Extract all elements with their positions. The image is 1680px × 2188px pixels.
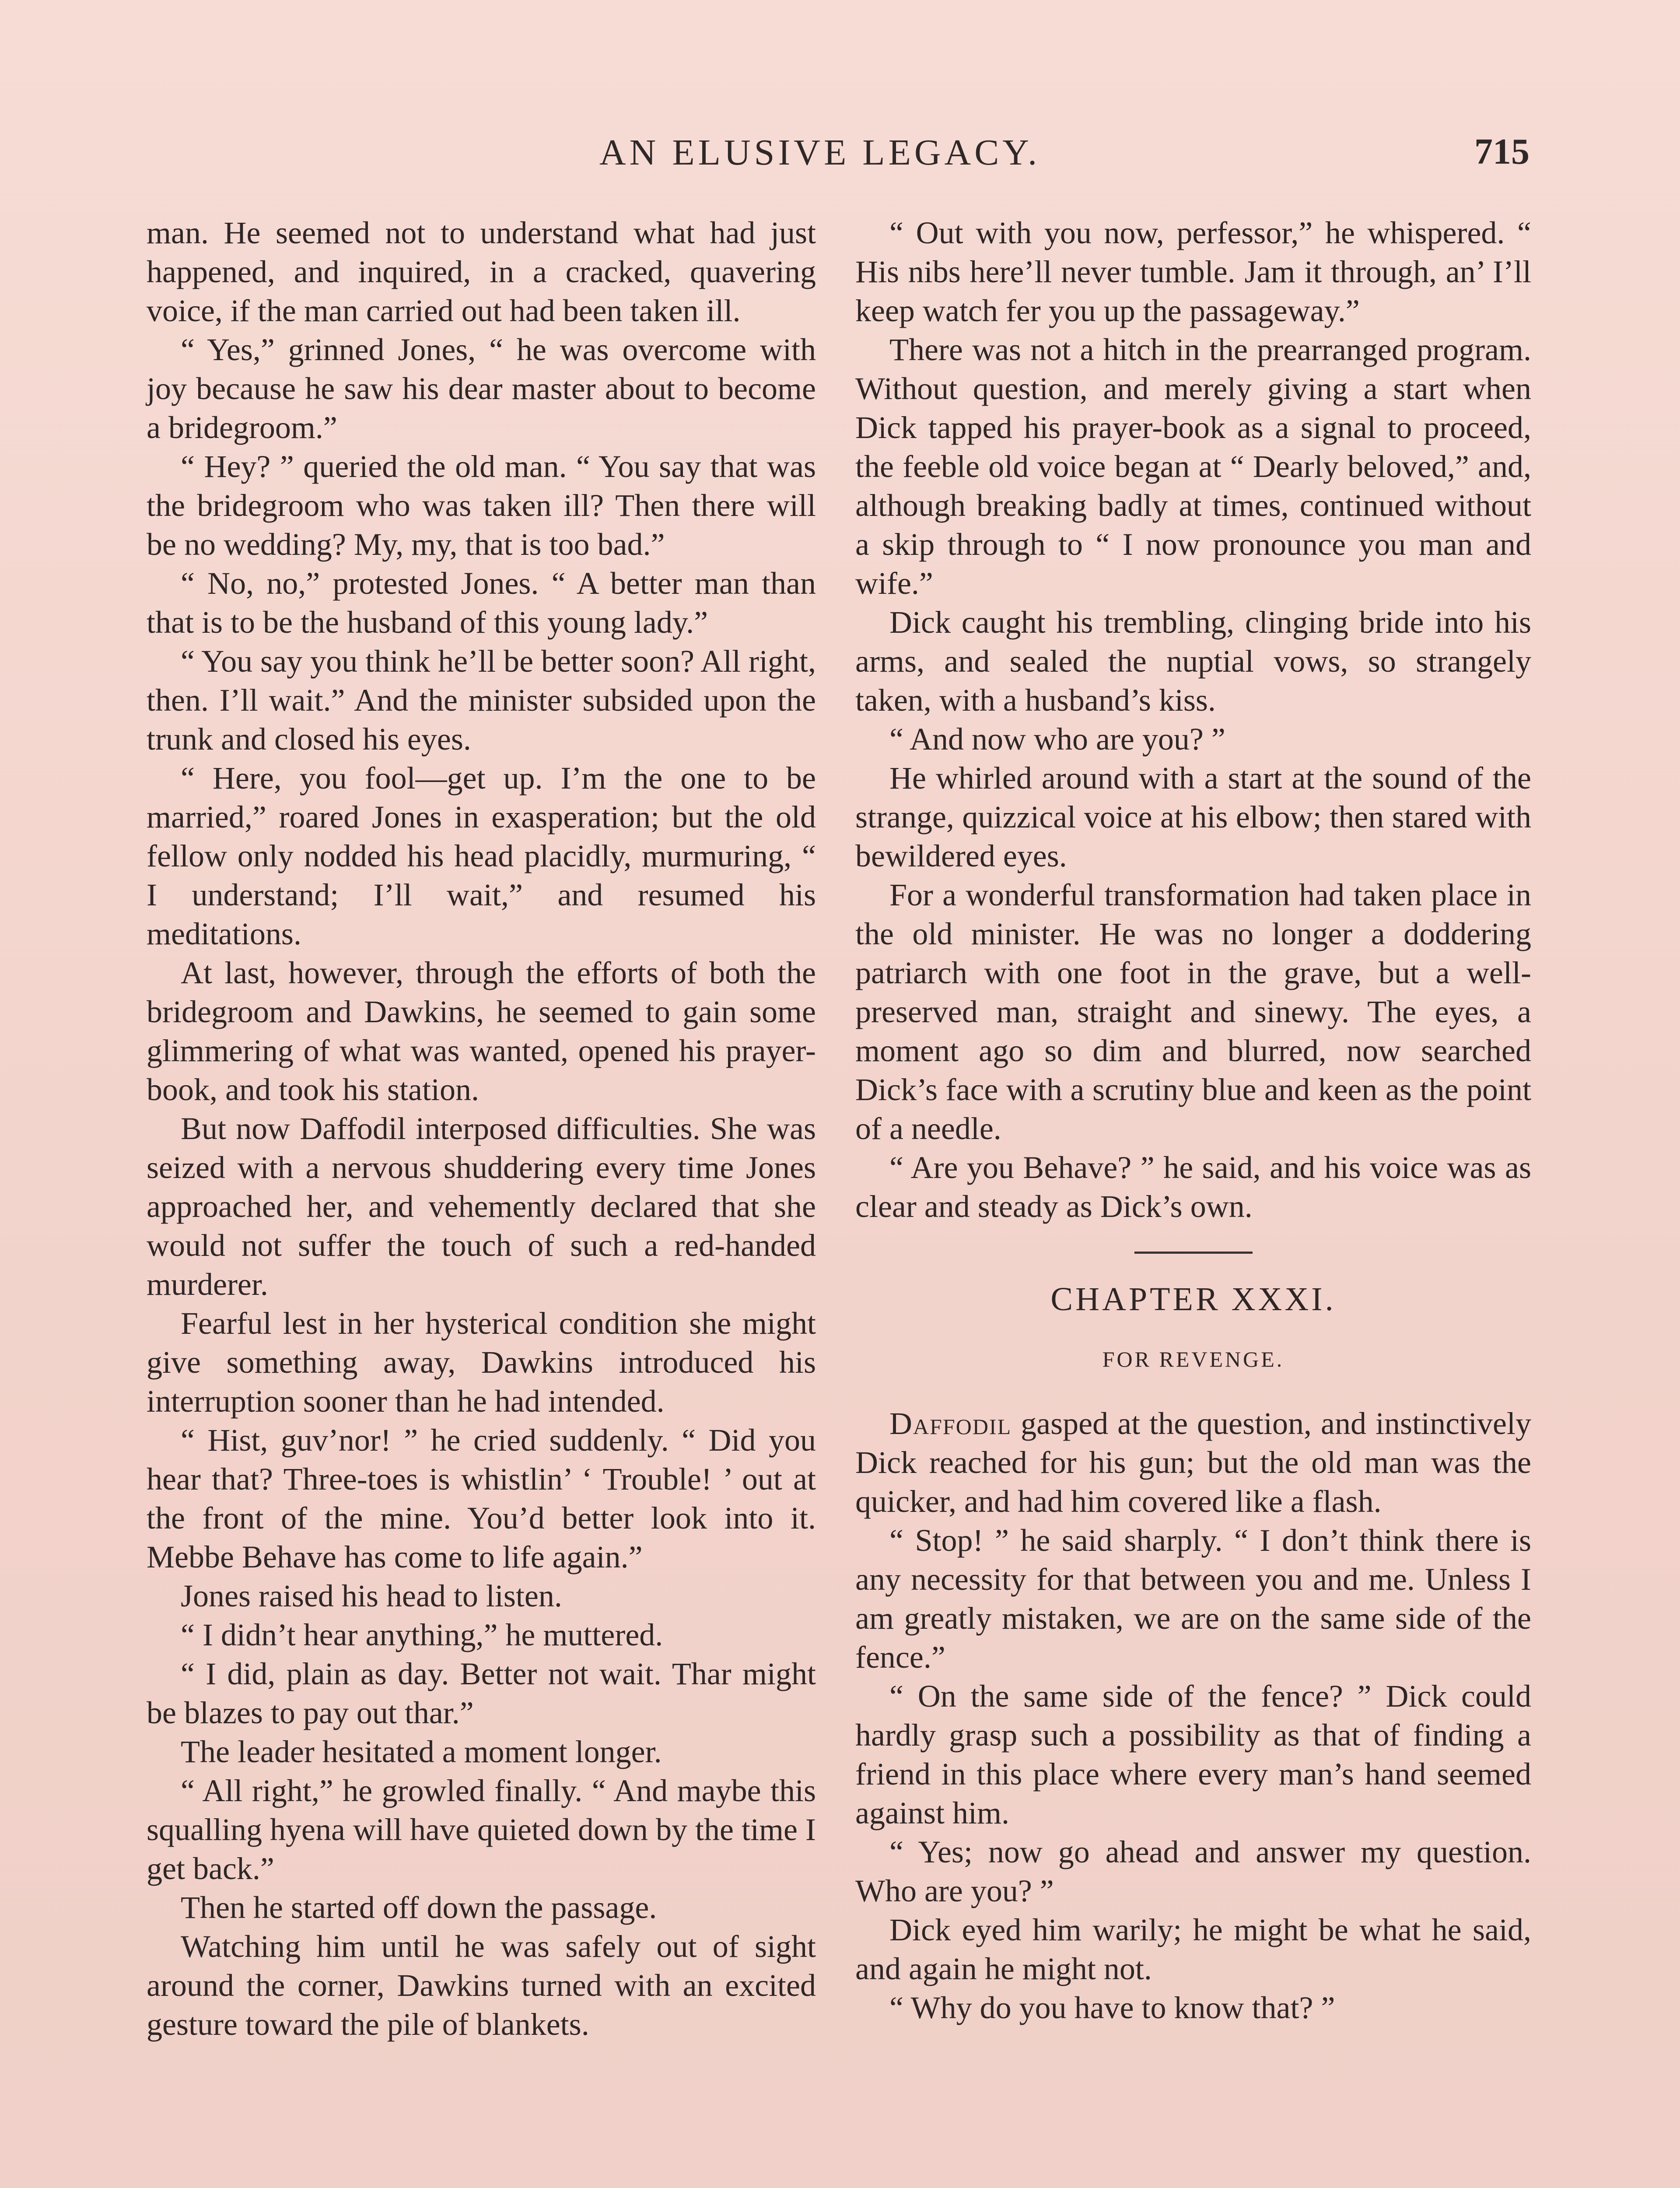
paragraph: “ On the same side of the fence? ” Dick could hardly grasp such a possibility as that of finding a friend in this place where every man’s hand seemed against him. [855, 1679, 1531, 1830]
paragraph: “ All right,” he growled finally. “ And maybe this squalling hyena will have quieted down by the time I get back.” [147, 1773, 816, 1886]
paragraph: “ No, no,” protested Jones. “ A better man than that is to be the husband of this young lady.” [147, 566, 816, 640]
paragraph: The leader hesitated a moment longer. [181, 1734, 662, 1769]
chapter-title: CHAPTER XXXI. [1050, 1281, 1336, 1318]
running-head-title: AN ELUSIVE LEGACY. [599, 132, 1041, 173]
paragraph: “ I did, plain as day. Better not wait. Thar might be blazes to pay out thar.” [147, 1656, 816, 1730]
paragraph: At last, however, through the efforts of both the bridegroom and Dawkins, he seemed to gain some glimmering of what was wanted, opened his prayer-book, and took his station. [147, 955, 816, 1107]
paragraph: Then he started off down the passage. [181, 1890, 657, 1925]
opening-text: gasped at the question, and instinctively Dick reached for his gun; but the old man was the quicker, and had him covered like a flash. [855, 1406, 1531, 1519]
section-divider [1134, 1252, 1253, 1254]
paragraph: “ You say you think he’ll be better soon? All right, then. I’ll wait.” And the minister subsided upon the trunk and closed his eyes. [147, 644, 816, 757]
paragraph: Dick caught his trembling, clinging bride into his arms, and sealed the nuptial vows, so strangely taken, with a husband’s kiss. [855, 605, 1531, 718]
chapter-subtitle: FOR REVENGE. [1102, 1347, 1284, 1371]
paragraph: For a wonderful transformation had taken place in the old minister. He was no longer a doddering patriarch with one foot in the grave, but a well-preserved man, straight and sinewy. The eyes, a moment ago so dim and blurred, now searched Dick’s face with a scrutiny blue and keen as the point of a needle. [855, 877, 1531, 1146]
paragraph: “ Stop! ” he said sharply. “ I don’t think there is any necessity for that between you and me. Unless I am greatly mistaken, we are on the same side of the fence.” [855, 1523, 1531, 1675]
paragraph: “ Why do you have to know that? ” [889, 1990, 1335, 2025]
chapter-opening-paragraph [855, 1404, 1531, 1521]
paragraph: Jones raised his head to listen. [181, 1578, 562, 1613]
paragraph: Watching him until he was safely out of sight around the corner, Dawkins turned with an excited gesture toward the pile of blankets. [147, 1929, 816, 2042]
paragraph: “ Yes,” grinned Jones, “ he was overcome with joy because he saw his dear master about to become a bridegroom.” [147, 332, 816, 445]
opening-word: Daffodil [889, 1406, 1012, 1441]
paragraph: “ Out with you now, perfessor,” he whispered. “ His nibs here’ll never tumble. Jam it through, an’ I’ll keep watch fer you up the passageway.” [855, 215, 1531, 328]
paragraph: “ Here, you fool—get up. I’m the one to be married,” roared Jones in exasperation; but the old fellow only nodded his head placidly, murmuring, “ I understand; I’ll wait,” and resumed his meditations. [147, 761, 816, 951]
paragraph: “ Are you Behave? ” he said, and his voice was as clear and steady as Dick’s own. [855, 1150, 1531, 1224]
left-column [147, 214, 816, 2044]
right-column [855, 214, 1531, 2027]
paragraph: “ Yes; now go ahead and answer my question. Who are you? ” [855, 1834, 1531, 1908]
paragraph: Dick eyed him warily; he might be what he said, and again he might not. [855, 1912, 1531, 1986]
page-number: 715 [1474, 131, 1530, 172]
paragraph: “ Hist, guv’nor! ” he cried suddenly. “ Did you hear that? Three-toes is whistlin’ ‘ Trouble! ’ out at the front of the mine. You’d better look into it. Mebbe Behave has come to life again.” [147, 1423, 816, 1574]
paragraph: There was not a hitch in the prearranged program. Without question, and merely giving a start when Dick tapped his prayer-book as a signal to proceed, the feeble old voice began at “ Dearly beloved,” and, although breaking badly at times, continued without a skip through to “ I now pronounce you man and wife.” [855, 332, 1531, 601]
paragraph: “ Hey? ” queried the old man. “ You say that was the bridegroom who was taken ill? Then there will be no wedding? My, my, that is too bad.” [147, 449, 816, 562]
paragraph: “ And now who are you? ” [889, 722, 1225, 757]
paragraph: He whirled around with a start at the sound of the strange, quizzical voice at his elbow; then stared with bewildered eyes. [855, 761, 1531, 873]
paragraph: “ I didn’t hear anything,” he muttered. [181, 1617, 663, 1652]
paragraph: But now Daffodil interposed difficulties. She was seized with a nervous shuddering every time Jones approached her, and vehemently declared that she would not suffer the touch of such a red-handed murderer. [147, 1111, 816, 1302]
paragraph: man. He seemed not to understand what had just happened, and inquired, in a cracked, quavering voice, if the man carried out had been taken ill. [147, 215, 816, 328]
paragraph: Fearful lest in her hysterical condition she might give something away, Dawkins introduced his interruption sooner than he had intended. [147, 1306, 816, 1419]
